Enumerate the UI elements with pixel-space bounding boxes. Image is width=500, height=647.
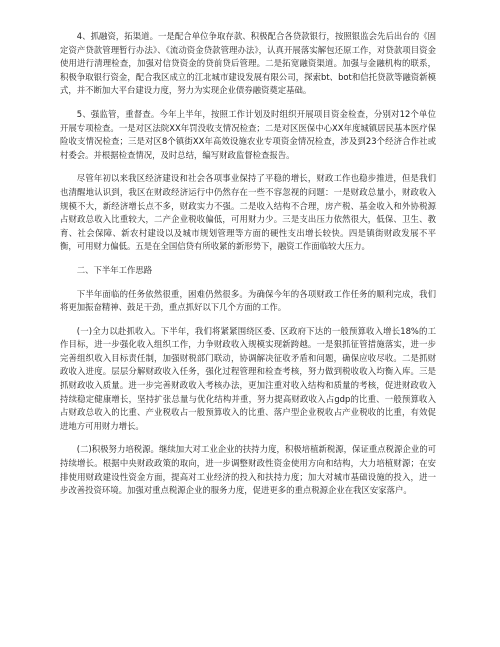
section-heading: 二、下半年工作思路: [76, 264, 153, 275]
paragraph-supervision: 5、强监管，重督查。今年上半年，按照工作计划及时组织开展项目资金检查，分别对12个单位开展专项检查。一是对区法院XX年罚没收支情况检查；二是对区医保中心XX年度城镇居民基本医疗保险收支情况检查；三是对区8个镇街XX年高效设施农业专项资金情况检查，涉及到23个经济合作社或村委会。并根据检查情况，及时总结，编写财政监督检查报告。: [60, 108, 436, 160]
paragraph-financing: 4、抓融资，拓渠道。一是配合单位争取存款、积极配合各贷款银行，按照银监会先后出台的《固定资产贷款管理暂行办法》、《流动资金贷款管理办法》，认真开展落实解包还原工作，对贷款项目资金使用进行清理检查，加强对信贷资金的贷前贷后管理。二是拓宽融资渠道。加强与金融机构的联系，积极争取银行资金，配合我区成立的江北城市建设发展有限公司，探索bt、bot和信托贷款等融资新模式，并不断加大平台建设力度，努力为实现企业债券融资奠定基础。: [60, 31, 436, 96]
paragraph-problems: 尽管年初以来我区经济建设和社会各项事业保持了平稳的增长，财政工作也稳步推进，但是我们也清醒地认识到，我区在财政经济运行中仍然存在一些不容忽视的问题：一是财政总量小，财政收入规模不大，新经济增长点不多，财政实力不强。二是收入结构不合理，房产税、基金收入和外协税源占财政总收入比重较大，二产企业税收偏低，可用财力少。三是支出压力依然很大，低保、卫生、教育、社会保障、新农村建设以及城市规划管理等方面的硬性支出增长较快。四是镇街财政发展不平衡，可用财力偏低。五是在全国信贷有所收紧的新形势下，融资工作面临较大压力。: [60, 173, 436, 252]
paragraph-intro: 下半年面临的任务依然很重，困难仍然很多。为确保今年的各项财政工作任务的顺利完成，我们将更加振奋精神、鼓足干劲，重点抓好以下几个方面的工作。: [60, 288, 436, 313]
paragraph-tax-sources: (二)积极努力培税源。继续加大对工业企业的扶持力度，积极培植新税源，保证重点税源企业的可持续增长。根据中央财政政策的取向，进一步调整财政性资金使用方向和结构，大力培植财源；在安排使用财政建设性资金方面，提高对工业经济的投入和扶持力度；加大对城市基础设施的投入，进一步改善投资环境。加强对重点税源企业的服务力度，促进更多的重点税源企业在我区安家落户。: [60, 444, 436, 496]
paragraph-revenue: (一)全力以赴抓收入。下半年，我们将紧紧围绕区委、区政府下达的一般预算收入增长18%的工作目标，进一步强化收入组织工作，力争财政收入规模实现新跨越。一是狠抓征管措施落实，进一步完善组织收入目标责任制，加强财税部门联动，协调解决征收矛盾和问题，确保应收尽收。二是抓财政收入进度。层层分解财政收入任务，强化过程管理和检查考核，努力做到税收收入均衡入库。三是抓财政收入质量。进一步完善财政收入考核办法，更加注重对收入结构和质量的考核，促进财政收入持续稳定健康增长，坚持扩张总量与优化结构并重，努力提高财政收入占gdp的比重、一般预算收入占财政总收入的比重、产业税收占一般预算收入的比重、落户型企业税收占产业税收的比重，有效促进地方可用财力增长。: [60, 325, 436, 431]
